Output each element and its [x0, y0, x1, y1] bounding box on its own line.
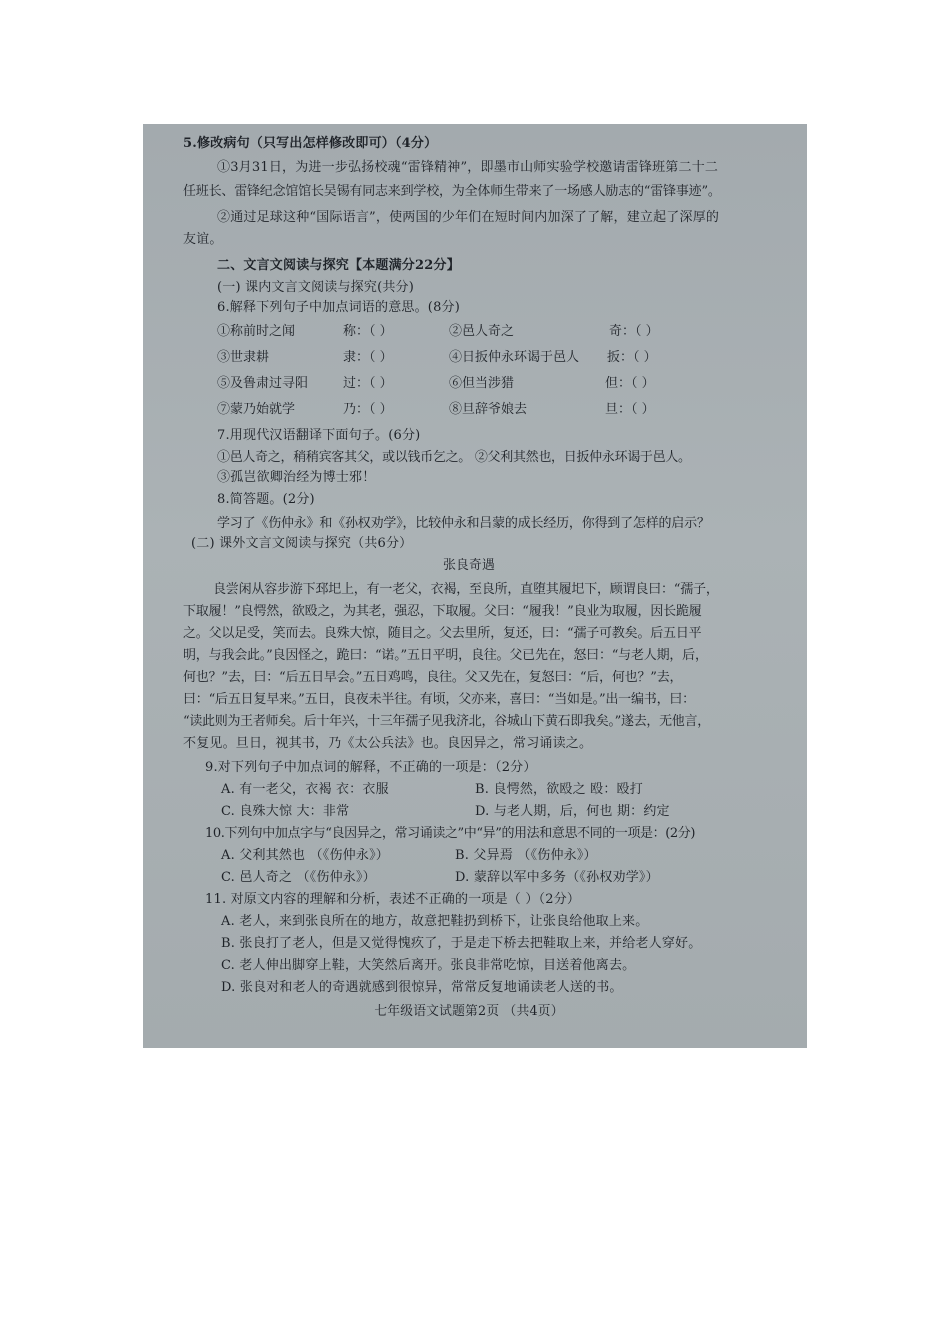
story-line: 下取履！”良愕然，欲殴之，为其老，强忍，下取履。父曰：“履我！”良业为取履，因长跪履: [183, 604, 702, 619]
story-line: 不复见。旦日，视其书，乃《太公兵法》也。良因异之，常习诵读之。: [183, 736, 593, 751]
q6-blank-1: 称：（ ）: [343, 324, 393, 339]
q6-blank-4: 扳：（ ）: [607, 350, 657, 365]
q8-line1: 学习了《伤仲永》和《孙权劝学》，比较仲永和吕蒙的成长经历，你得到了怎样的启示？: [217, 516, 710, 531]
q6-blank-7: 乃：（ ）: [343, 402, 393, 417]
q5-s1-line1: ①3月31日，为进一步弘扬校魂“雷锋精神”，即墨市山师实验学校邀请雷锋班第二十二: [217, 160, 719, 175]
q6-item-2: ②邑人奇之: [449, 324, 515, 339]
q6-item-6: ⑥但当涉猎: [449, 376, 515, 391]
story-line: 曰：“后五日复早来。”五日，良夜未半往。有顷，父亦来，喜曰：“当如是。”出一编书，曰：: [183, 692, 695, 707]
q11-option-a: A. 老人，来到张良所在的地方，故意把鞋扔到桥下，让张良给他取上来。: [221, 914, 649, 929]
page-footer: 七年级语文试题第2页 （共4页）: [374, 1004, 564, 1019]
q11-title: 11. 对原文内容的理解和分析，表述不正确的一项是（ ）（2分）: [205, 892, 581, 907]
story-line: 良尝闲从容步游下邳圯上，有一老父，衣褐，至良所，直堕其履圯下，顾谓良曰：“孺子，: [213, 582, 719, 597]
q11-option-b: B. 张良打了老人，但是又觉得愧疚了，于是走下桥去把鞋取上来，并给老人穿好。: [221, 936, 702, 951]
q10-option-d: D. 蒙辞以军中多务（《孙权劝学》）: [455, 870, 659, 885]
q10-option-b: B. 父异焉 （《伤仲永》）: [455, 848, 597, 863]
q6-item-3: ③世隶耕: [217, 350, 270, 365]
q6-item-7: ⑦蒙乃始就学: [217, 402, 296, 417]
part1-title: (一) 课内文言文阅读与探究(共分): [217, 280, 415, 295]
story-title: 张良奇遇: [443, 558, 495, 573]
q9-option-c: C. 良殊大惊 大：非常: [221, 804, 350, 819]
q5-title: 5.修改病句（只写出怎样修改即可）（4分）: [183, 136, 438, 151]
q6-item-8: ⑧旦辞爷娘去: [449, 402, 528, 417]
q6-blank-6: 但：（ ）: [605, 376, 655, 391]
q6-blank-2: 奇：（ ）: [609, 324, 659, 339]
section2-title: 二、文言文阅读与探究【本题满分22分】: [217, 258, 460, 273]
q5-s1-line2: 任班长、雷锋纪念馆馆长吴锡有同志来到学校，为全体师生带来了一场感人励志的“雷锋事迹”。: [183, 184, 721, 199]
q9-option-d: D. 与老人期，后，何也 期：约定: [475, 804, 670, 819]
q6-item-5: ⑤及鲁肃过寻阳: [217, 376, 309, 391]
q9-title: 9.对下列句子中加点词的解释，不正确的一项是：（2分）: [205, 760, 537, 775]
story-line: “读此则为王者师矣。后十年兴，十三年孺子见我济北，谷城山下黄石即我矣。”遂去，无他言，: [183, 714, 710, 729]
scanned-exam-page: [143, 124, 807, 1048]
q10-title: 10.下列句中加点字与“良因异之，常习诵读之”中“异”的用法和意思不同的一项是：(2分): [205, 826, 696, 841]
q6-blank-5: 过：（ ）: [343, 376, 393, 391]
q7-line2: ③孤岂欲卿治经为博士邪！: [217, 470, 376, 485]
q7-line1: ①邑人奇之，稍稍宾客其父，或以钱币乞之。 ②父利其然也，日扳仲永环谒于邑人。: [217, 450, 691, 465]
q6-title: 6.解释下列句子中加点词语的意思。(8分): [217, 300, 461, 315]
q5-s2-line1: ②通过足球这种“国际语言”，使两国的少年们在短时间内加深了了解，建立起了深厚的: [217, 210, 720, 225]
q11-option-c: C. 老人伸出脚穿上鞋，大笑然后离开。张良非常吃惊，目送着他离去。: [221, 958, 636, 973]
q6-item-4: ④日扳仲永环谒于邑人: [449, 350, 580, 365]
q6-item-1: ①称前时之闻: [217, 324, 296, 339]
q9-option-b: B. 良愕然，欲殴之 殴：殴打: [475, 782, 643, 797]
q10-option-a: A. 父利其然也 （《伤仲永》）: [221, 848, 389, 863]
story-line: 明，与我会此。”良因怪之，跪曰：“诺。”五日平明，良往。父已先在，怒曰：“与老人期，后，: [183, 648, 708, 663]
q7-title: 7.用现代汉语翻译下面句子。(6分): [217, 428, 421, 443]
part2-title: (二) 课外文言文阅读与探究（共6分）: [191, 536, 413, 551]
q11-option-d: D. 张良对和老人的奇遇就感到很惊异，常常反复地诵读老人送的书。: [221, 980, 623, 995]
q5-s2-line2: 友谊。: [183, 232, 223, 247]
story-line: 之。父以足受，笑而去。良殊大惊，随目之。父去里所，复还，曰：“孺子可教矣。后五日平: [183, 626, 702, 641]
q9-option-a: A. 有一老父，衣褐 衣：衣服: [221, 782, 389, 797]
q8-title: 8.简答题。(2分): [217, 492, 315, 507]
q6-blank-3: 隶：（ ）: [343, 350, 393, 365]
q10-option-c: C. 邑人奇之 （《伤仲永》）: [221, 870, 376, 885]
story-line: 何也？”去，曰：“后五日早会。”五日鸡鸣，良往。父又先在，复怒曰：“后，何也？”去，: [183, 670, 683, 685]
q6-blank-8: 旦：（ ）: [605, 402, 655, 417]
